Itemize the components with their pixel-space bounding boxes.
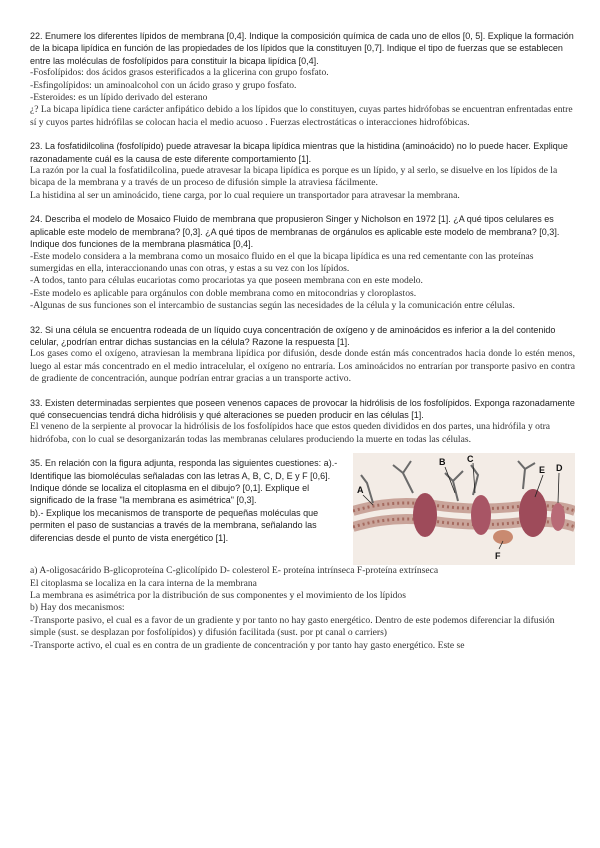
protein-shape (413, 493, 437, 537)
document-page (30, 30, 575, 663)
answer-line: -Esfingolípidos: un aminoalcohol con un ácido graso y grupo fosfato. (30, 79, 297, 91)
answer-line: Los gases como el oxígeno, atraviesan la membrana lipídica por difusión, desde donde están más concentrados hacia donde lo estén menos, luego al estar más concentrado en el medio intracelular, el oxígeno no entraría. Los aminoácidos no entrarían por transporte pasivo en contra de gradiente de concentración, aunque podrían entrar gracias a un transporte activo. (30, 348, 575, 385)
answer (30, 421, 575, 446)
answer-line: El veneno de la serpiente al provocar la hidrólisis de los fosfolípidos hace que estos queden divididos en dos partes, una hidrófila y otra hidrófoba, con lo cual se desorganizarán todas las membranas celulares produciendo la muerte en todas las células. (30, 421, 551, 445)
question-32 (30, 324, 575, 386)
answer (30, 348, 575, 385)
figure-label: E (539, 465, 546, 476)
answer (30, 251, 575, 313)
question-text: 33. Existen determinadas serpientes que poseen venenos capaces de provocar la hidrólisis de los fosfolípidos. Exponga razonadamente qué consecuencias tendrá dicha hidrólisis y qué alteraciones se pueden producir en las células [1]. (30, 397, 575, 420)
answer-line: La razón por la cual la fosfatidilcolina, puede atravesar la bicapa lipídica es porque es un lípido, y al serlo, se disuelve en los lípidos de la bicapa de la membrana y a través de un proceso de difusión simple la atraviesa fácilmente. (30, 165, 558, 189)
question-text: 35. En relación con la figura adjunta, responda las siguientes cuestiones: a).- Identifique las biomoléculas señaladas con las letras A, B, C, D, E y F [0,6]. Indique dónde se localiza el citoplasma en el dibujo? [0,1]. Explique el significado de la frase "la membrana es asimétrica" [0,3]. (30, 458, 338, 506)
membrane-figure (353, 453, 575, 565)
answer-line: La membrana es asimétrica por la distribución de sus componentes y el movimiento de los lípidos (30, 590, 406, 601)
answer-line: -Algunas de sus funciones son el intercambio de sustancias según las necesidades de la célula y la comunicación entre células. (30, 300, 515, 312)
answer-line: -Este modelo considera a la membrana como un mosaico fluido en el que la bicapa lipídica es una red cementante con las proteínas sumergidas en ella, interaccionando unas con otras, y estas a su vez con los lípidos. (30, 250, 534, 274)
question-text: 32. Si una célula se encuentra rodeada de un líquido cuya concentración de oxígeno y de aminoácidos es inferior a la del contenido celular, ¿podrían entrar dichas sustancias en la célula? Razone la respuesta [1]. (30, 324, 556, 347)
figure-label: A (357, 485, 364, 496)
answer (30, 67, 575, 129)
question-text: 23. La fosfatidilcolina (fosfolípido) puede atravesar la bicapa lipídica mientras que la histidina (aminoácido) no lo puede hacer. Explique razonadamente cuál es la causa de este diferente comportamiento [1]. (30, 141, 568, 164)
question-text: 24. Describa el modelo de Mosaico Fluido de membrana que propusieron Singer y Nicholson en 1972 [1]. ¿A qué tipos celulares es aplicable este modelo de membrana? [0,3]. ¿A qué tipos de membranas de orgánulos es aplicable este modelo de membrana? [0,3]. Indique dos funciones de la membrana plasmática [0,4]. (30, 214, 560, 250)
membrane-diagram (353, 453, 575, 565)
answer-line: a) A-oligosacárido B-glicoproteína C-glicolípido D- colesterol E- proteína intrínseca F-proteína extrínseca (30, 565, 439, 577)
answer-line: El citoplasma se localiza en la cara interna de la membrana (30, 577, 257, 589)
answer-line: -Transporte pasivo, el cual es a favor de un gradiente y por tanto no hay gasto energético. Dentro de este podemos diferenciar la difusión simple (sust. se desplazan por fosfolípidos) y difusión facilitada (sust. por pt canal o carriers) (30, 614, 555, 639)
answer-line: La histidina al ser un aminoácido, tiene carga, por lo cual requiere un transportador para atravesar la membrana. (30, 189, 460, 201)
question-33 (30, 397, 575, 447)
answer-line: -Esteroides: es un lípido derivado del esterano (30, 92, 208, 104)
question-24 (30, 213, 575, 312)
question-text: 22. Enumere los diferentes lípidos de membrana [0,4]. Indique la composición química de cada uno de ellos [0, 5]. Explique la formación de la bicapa lipídica en función de las propiedades de los lípidos que la constituyen [0,7]. Indique el tipo de fuerzas que se establecen entre las moléculas de fosfolípidos para constituir la bicapa lipídica [0,4]. (30, 31, 574, 66)
answer (30, 165, 575, 202)
figure-label: F (495, 551, 501, 562)
figure-label: C (467, 454, 474, 465)
figure-label: D (556, 463, 563, 474)
answer-line: -Este modelo es aplicable para orgánulos con doble membrana como en mitocondrias y cloroplastos. (30, 287, 417, 299)
answer-line: ¿? La bicapa lipídica tiene carácter anfipático debido a los lípidos que lo constituyen, cuyas partes hidrófobas se encuentran enfrentadas entre sí y cuyos partes hidrófilas se colocan hacia el medio acuoso . Fuerzas electrostáticas o interacciones hidrofóbicas. (30, 104, 573, 128)
answer-line: b) Hay dos mecanismos: (30, 602, 125, 614)
question-22 (30, 30, 575, 129)
question-35 (30, 454, 575, 652)
answer-line: -A todos, tanto para células eucariotas como procariotas ya que poseen membrana con en este modelo. (30, 275, 423, 287)
answer-line: -Fosfolípidos: dos ácidos grasos esterificados a la glicerina con grupo fosfato. (30, 67, 329, 79)
question-23 (30, 140, 575, 202)
figure-label: B (439, 457, 446, 468)
question-text-b: b).- Explique los mecanismos de transporte de pequeñas moléculas que permiten el paso de sustancias a través de la membrana, señalando las diferencias desde el punto de vista energético [1]. (30, 507, 319, 543)
answer (30, 565, 575, 652)
answer-line: -Transporte activo, el cual es en contra de un gradiente de concentración y por tanto hay gasto energético. Este se (30, 639, 465, 651)
